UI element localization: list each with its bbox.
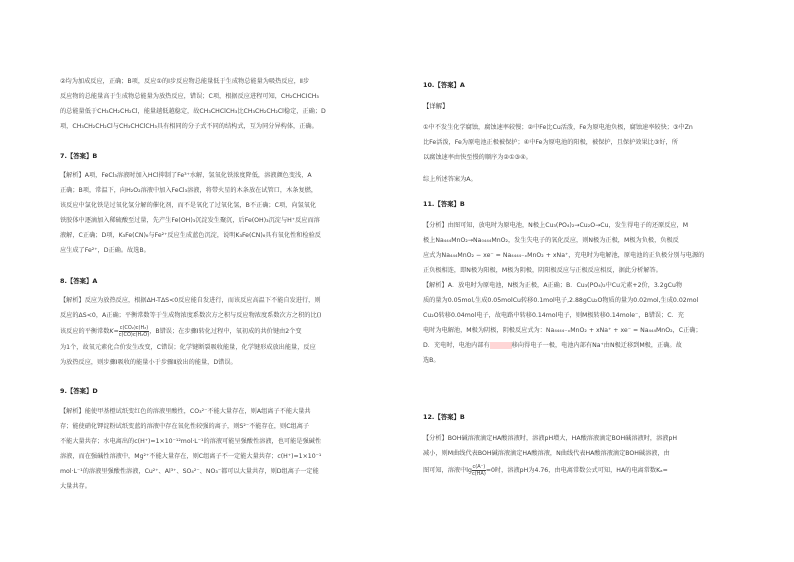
text-line: 选B。 — [423, 357, 440, 364]
intro-paragraph — [60, 74, 382, 134]
q10-conclusion: 综上所述答案为A。 — [423, 176, 477, 183]
q7-answer-heading: 7.【答案】B — [60, 152, 98, 160]
k-denominator: c(CO)c(H₂O) — [118, 331, 150, 338]
text-line: 项，CH₃CH₂CH₂Cl与CH₃CHClCH₃具有相同的分子式不同的结构式，互为同分异构体，正确。 — [60, 123, 318, 130]
text-line: 电时为电解池，M极为阴极，阴极反应式为：Na₄₄₄₄₋ₓMnO₂ + xNa⁺ + xe⁻ = Na₄₄₄MnO₂，C正确； — [423, 327, 702, 334]
text-line: 【分析】BOH碱溶液滴定HA酸溶液时，溶液pH增大，HA酸溶液滴定BOH碱溶液时，溶液pH — [423, 435, 678, 442]
text-line: 为1个，故氧元素化合价发生改变，C错误；化学键断裂吸收能量，化学键形成放出能量，反应 — [60, 344, 316, 351]
k-numerator: c(CO₂)c(H₂) — [119, 324, 149, 331]
text-line: 不能大量共存；水电离出的c(H⁺)=1×10⁻¹²mol·L⁻¹的溶液可能呈强酸性溶液，也可能是强碱性 — [60, 438, 322, 445]
text-line: 【解析】A．放电时为原电池，N极为正极，A正确；B．Cu₃(PO₄)₂中Cu元素+2价，3.2gCu物 — [423, 282, 683, 289]
k-suffix: ，B错误；在步骤Ⅰ转化过程中，氧初成的共价键由2个变 — [149, 328, 302, 335]
text-line: 【解析】能使甲基橙试纸变红色的溶液里酸性，CO₃²⁻不能大量存在，则A组离子不能大量共 — [60, 408, 311, 415]
k-fraction — [119, 325, 149, 338]
text-line: 为放热反应，则步骤Ⅰ吸收的能量小于步骤Ⅱ放出的能量，D错误。 — [60, 359, 237, 366]
text-line: 应生成了Fe²⁺，D正确。故选B。 — [60, 247, 150, 254]
q7-explanation — [60, 168, 382, 258]
q9-answer-heading: 9.【答案】D — [60, 387, 98, 395]
text-line: 溶液，而在强碱性溶液中，Mg²⁺不能大量存在，则C组离子不一定能大量共存；c(H⁺)=1×10⁻¹ — [60, 453, 322, 460]
q8-answer-heading: 8.【答案】A — [60, 277, 98, 285]
lg-denominator: c(HA) — [471, 470, 486, 477]
k-symbol: K — [109, 328, 114, 335]
q10-answer-heading: 10.【答案】A — [423, 81, 465, 89]
text-line: 该反应中氯化铁是过氧化氢分解的催化剂，而不是氧化了过氧化氢，B不正确；C项，向氢氧化 — [60, 202, 317, 209]
text-line: 应式为Na₄₄₄MnO₂ − xe⁻ = Na₄₄₄₄₋ₓMnO₂ + xNa⁺，充电时为电解池，原电池的正负极分别与电源的 — [423, 252, 705, 259]
text-line: 存；能使硝化钾淀粉试纸变蓝的溶液中存在氧化性较强的离子，则S²⁻不能存在，则C组离子 — [60, 423, 310, 430]
q9-explanation — [60, 404, 382, 494]
highlight-mark — [490, 342, 512, 349]
q11-option-d-line — [423, 338, 745, 353]
text-line: mol·L⁻¹的溶液里强酸性溶液，Cu²⁺、Al³⁺、SO₄²⁻、NO₃⁻都可以大量共存，则D组离子一定能 — [60, 468, 319, 475]
lg-numerator: c(A⁻) — [472, 463, 486, 470]
q11-answer-heading: 11.【答案】B — [423, 200, 465, 208]
text-line: 减小，则M曲线代表BOH碱溶液滴定HA酸溶液，N曲线代表HA酸溶液滴定BOH碱溶液，由 — [423, 450, 670, 457]
text-line: 反应物的总能量高于生成物总能量为放热反应，错误；C项，根据反应进程可知，CH₂CHCICH₃ — [60, 93, 319, 100]
lg-fraction — [472, 464, 486, 477]
text-line: 质的量为0.05mol,生成0.05molCu转移0.1mol电子,2.88gCu₂O物质的量为0.02mol,生成0.02mol — [423, 297, 699, 304]
text-line: Cu₂O转移0.04mol电子，故电路中转移0.14mol电子，则M极转移0.14mole⁻，B错误；C．充 — [423, 312, 684, 319]
text-line: 【解析】A项，FeCl₃溶液时加入HCl抑制了Fe³⁺水解，氢氧化铁浓度降低，溶液颜色变浅，A — [60, 172, 312, 179]
text-line: ①中不发生化学腐蚀，腐蚀速率较慢；②中Fe比Cu活泼，Fe为原电池负极，腐蚀速率较快；③中Zn — [423, 124, 693, 131]
lg-suffix: =0时，溶液pH为4.76，由电离常数公式可知，HA的电离常数Kₐ= — [485, 467, 668, 474]
option-d-suffix: 移向得电子一极，电池内部有Na⁺由N极迁移到M极，正确。故 — [511, 342, 682, 349]
q10-explanation — [423, 120, 745, 165]
text-line: 大量共存。 — [60, 483, 91, 490]
text-line: 液解，C正确；D项，K₃Fe(CN)₆与Fe²⁺反应生成蓝色沉淀，说明K₃Fe(CN)₆具有氧化性和检验反 — [60, 232, 321, 239]
text-line: 比Fe活泼，Fe为原电池正极被保护；④中Fe为原电池的阳极，被保护，且保护效果比③好，所 — [423, 139, 678, 146]
text-line: ②均为加成反应，正确；B项，反应①的Ⅰ步反应物总能量低于生成物总能量为吸热反应，Ⅱ步 — [60, 78, 310, 85]
text-line: 的总能量低于CH₃CH₂CH₂Cl，能量越低越稳定，故CH₃CHClCH₃比CH₃CH₂CH₂Cl稳定，正确；D — [60, 108, 326, 115]
q12-answer-heading: 12.【答案】B — [423, 413, 465, 421]
q10-detail-heading: 【详解】 — [423, 102, 449, 110]
text-line: 正负极相连，即N极为阳极，M极为阴极，阴阳极反应与正极反应相反，据此分析解答。 — [423, 267, 662, 274]
text-line: 极上Na₄₄₄MnO₂→Na₀₄₄₄MnO₂，发生失电子的氧化反应，则N极为正极，M极为负极，负极反 — [423, 237, 679, 244]
text-line: 正确；B项，常温下，向H₂O₂溶液中加入FeCl₃溶液，将带火星的木条放在试管口，木条复燃， — [60, 187, 318, 194]
option-d-prefix: D．充电时，电池内部有 — [423, 342, 490, 349]
text-line: 以腐蚀速率由快至慢的顺序为②①③④。 — [423, 154, 532, 161]
text-line: 【分析】由图可知，放电时为原电池，N极上Cu₃(PO₄)₂→Cu₂O→Cu，发生得电子的还原反应，M — [423, 222, 689, 229]
text-line: 【解析】反应为放热反应，根据ΔH-TΔS<0反应能自发进行，而该反应高温下不能自发进行，则 — [60, 297, 321, 304]
q11-explanation — [423, 218, 745, 368]
q12-analysis — [423, 431, 745, 480]
text-line: 铁胶体中逐滴加入稀硫酸至过量，先产生Fe(OH)₃沉淀发生聚沉，后Fe(OH)₃沉淀与H⁺反应而溶 — [60, 217, 320, 224]
q8-explanation — [60, 293, 382, 370]
q12-log-line — [423, 461, 745, 480]
lg-prefix: 图可知，溶液中lg — [423, 467, 472, 474]
equilibrium-constant-line: 该反应的平衡常数K= $\frac{\text{c(CO₂)c(H₂)}}{\text{c(CO)c(H₂O)}}$ ，B错误；在步骤Ⅰ转化过程中，氧初成的共价键由2个变 — [60, 324, 302, 338]
text-line: 反应的ΔS<0，A正确；平衡常数等于生成物浓度系数次方之积与反应物浓度系数次方之积的比() — [60, 312, 322, 319]
k-prefix: 该反应的平衡常数 — [60, 328, 110, 335]
